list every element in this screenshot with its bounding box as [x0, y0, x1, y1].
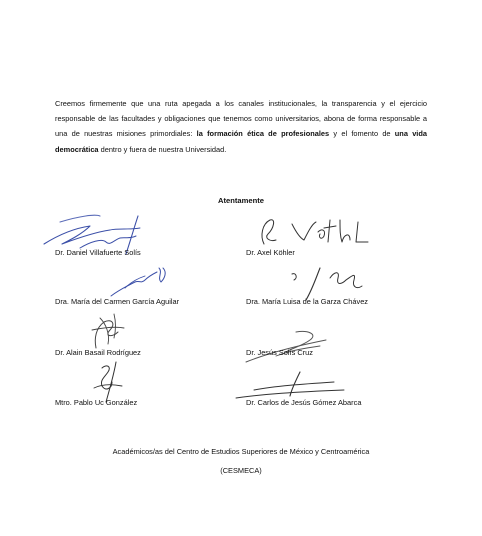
closing-salutation: Atentamente	[218, 196, 264, 205]
signatory-name-2: Dr. Axel Köhler	[246, 248, 295, 257]
signature-de-la-garza	[286, 262, 366, 302]
signatory-name-8: Dr. Carlos de Jesús Gómez Abarca	[246, 398, 362, 407]
signature-kohler	[252, 214, 372, 250]
paragraph-text-3: dentro y fuera de nuestra Universidad.	[98, 144, 227, 154]
signature-garcia-aguilar	[105, 262, 175, 302]
signatory-name-7: Mtro. Pablo Uc González	[55, 398, 138, 407]
footer-institution: Académicos/as del Centro de Estudios Superiores de México y Centroamérica	[112, 447, 370, 456]
paragraph-text-1: Creemos firmemente que una ruta apegada a los canales institucionales, la transparencia y el ejercicio responsable de las facultades y obligaciones que tenemos como universitarios, abona de forma responsable a una de nuestras misiones primordiales:	[55, 99, 427, 139]
signatory-name-4: Dra. María Luisa de la Garza Chávez	[246, 297, 368, 306]
paragraph-bold-2: una vida democrática	[55, 129, 427, 154]
signature-solis-cruz	[236, 326, 346, 366]
footer-acronym: (CESMECA)	[220, 466, 262, 475]
signatory-name-5: Dr. Alain Basail Rodríguez	[55, 348, 141, 357]
paragraph-text-2: y el fomento de	[329, 129, 395, 139]
signature-gomez-abarca	[224, 368, 354, 402]
signatory-name-1: Dr. Daniel Villafuerte Solís	[55, 248, 141, 257]
signatory-name-3: Dra. María del Carmen García Aguilar	[55, 297, 180, 306]
body-paragraph	[55, 96, 427, 157]
signatory-name-6: Dr. Jesús Solís Cruz	[246, 348, 313, 357]
paragraph-bold-1: la formación ética de profesionales	[196, 129, 330, 139]
